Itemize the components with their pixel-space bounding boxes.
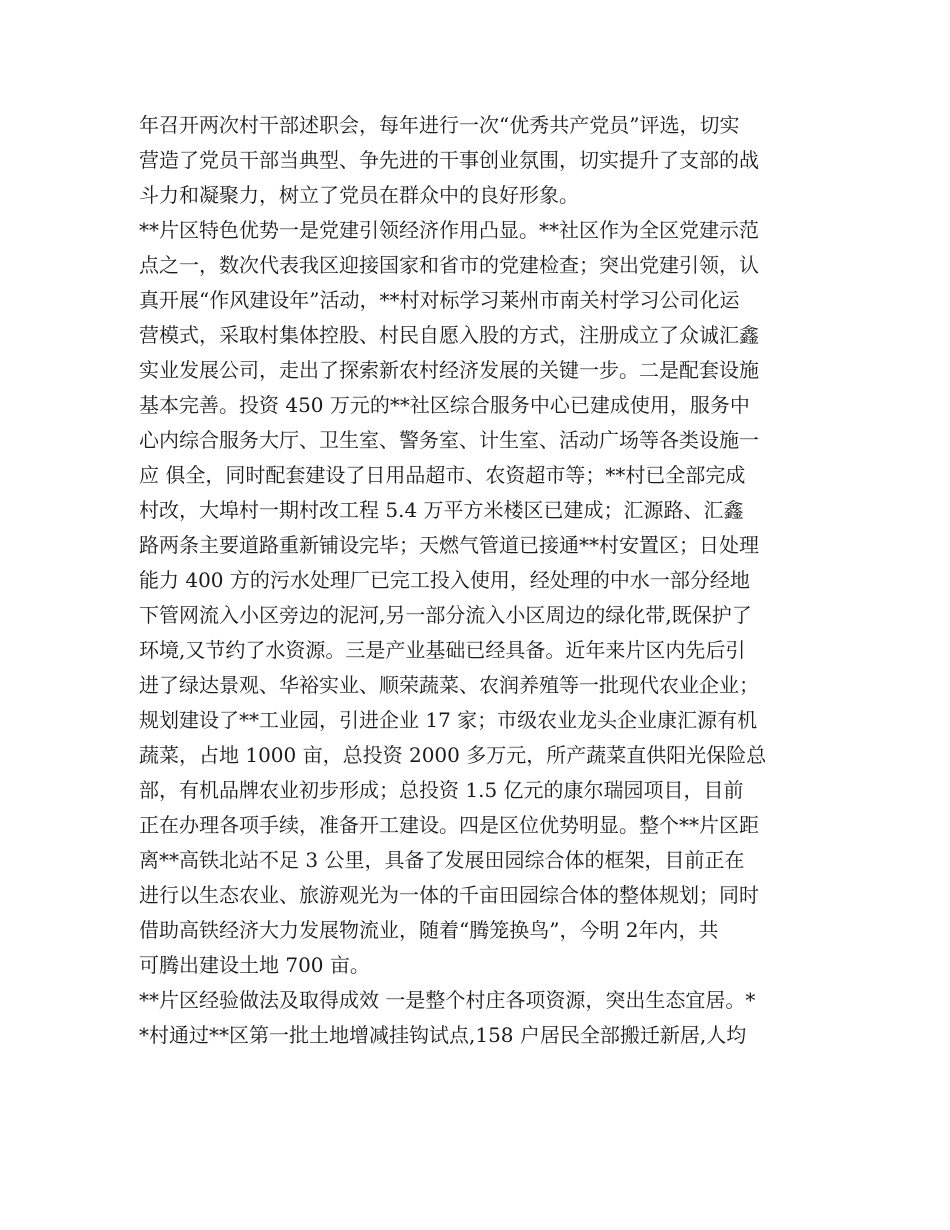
- text-line: 真开展“作风建设年”活动，**村对标学习莱州市南关村学习公司化运: [139, 288, 740, 312]
- text-line: 基本完善。投资 450 万元的**社区综合服务中心已建成使用，服务中: [139, 393, 750, 417]
- text-line: 正在办理各项手续，准备开工建设。四是区位优势明显。整个**片区距: [139, 813, 759, 837]
- text-line: 进行以生态农业、旅游观光为一体的千亩田园综合体的整体规划；同时: [139, 883, 759, 907]
- text-line: 部，有机品牌农业初步形成；总投资 1.5 亿元的康尔瑞园项目，目前: [139, 778, 744, 802]
- text-line: 下管网流入小区旁边的泥河,另一部分流入小区周边的绿化带,既保护了: [139, 603, 752, 627]
- text-line: 斗力和凝聚力，树立了党员在群众中的良好形象。: [139, 183, 579, 207]
- body-text: [139, 108, 819, 1053]
- text-line: **片区经验做法及取得成效 一是整个村庄各项资源，突出生态宜居。*: [139, 988, 756, 1012]
- text-line: 营模式，采取村集体控股、村民自愿入股的方式，注册成立了众诚汇鑫: [139, 323, 759, 347]
- text-line: 应 俱全，同时配套建设了日用品超市、农资超市等；**村已全部完成: [139, 463, 746, 487]
- text-line: 营造了党员干部当典型、争先进的干事创业氛围，切实提升了支部的战: [139, 148, 759, 172]
- text-line: 借助高铁经济大力发展物流业，随着“腾笼换鸟”，今明 2年内，共: [139, 918, 719, 942]
- text-line: 村改，大埠村一期村改工程 5.4 万平方米楼区已建成；汇源路、汇鑫: [139, 498, 744, 522]
- text-line: 可腾出建设土地 700 亩。: [139, 953, 370, 977]
- text-line: 路两条主要道路重新铺设完毕；天燃气管道已接通**村安置区；日处理: [139, 533, 759, 557]
- text-line: 年召开两次村干部述职会，每年进行一次“优秀共产党员”评选，切实: [139, 113, 740, 137]
- text-line: *村通过**区第一批土地增减挂钩试点,158 户居民全部搬迁新居,人均: [139, 1023, 747, 1047]
- text-line: 规划建设了**工业园，引进企业 17 家；市级农业龙头企业康汇源有机: [139, 708, 758, 732]
- text-line: 进了绿达景观、华裕实业、顺荣蔬菜、农润养殖等一批现代农业企业；: [139, 673, 759, 697]
- text-line: 实业发展公司，走出了探索新农村经济发展的关键一步。二是配套设施: [139, 358, 759, 382]
- text-line: 心内综合服务大厅、卫生室、警务室、计生室、活动广场等各类设施一: [139, 428, 759, 452]
- text-line: 蔬菜，占地 1000 亩，总投资 2000 多万元，所产蔬菜直供阳光保险总: [139, 743, 767, 767]
- text-line: 离**高铁北站不足 3 公里，具备了发展田园综合体的框架，目前正在: [139, 848, 745, 872]
- text-line: **片区特色优势一是党建引领经济作用凸显。**社区作为全区党建示范: [139, 218, 759, 242]
- text-line: 能力 400 方的污水处理厂已完工投入使用，经处理的中水一部分经地: [139, 568, 750, 592]
- text-line: 点之一，数次代表我区迎接国家和省市的党建检查；突出党建引领，认: [139, 253, 759, 277]
- text-line: 环境,又节约了水资源。三是产业基础已经具备。近年来片区内先后引: [139, 638, 746, 662]
